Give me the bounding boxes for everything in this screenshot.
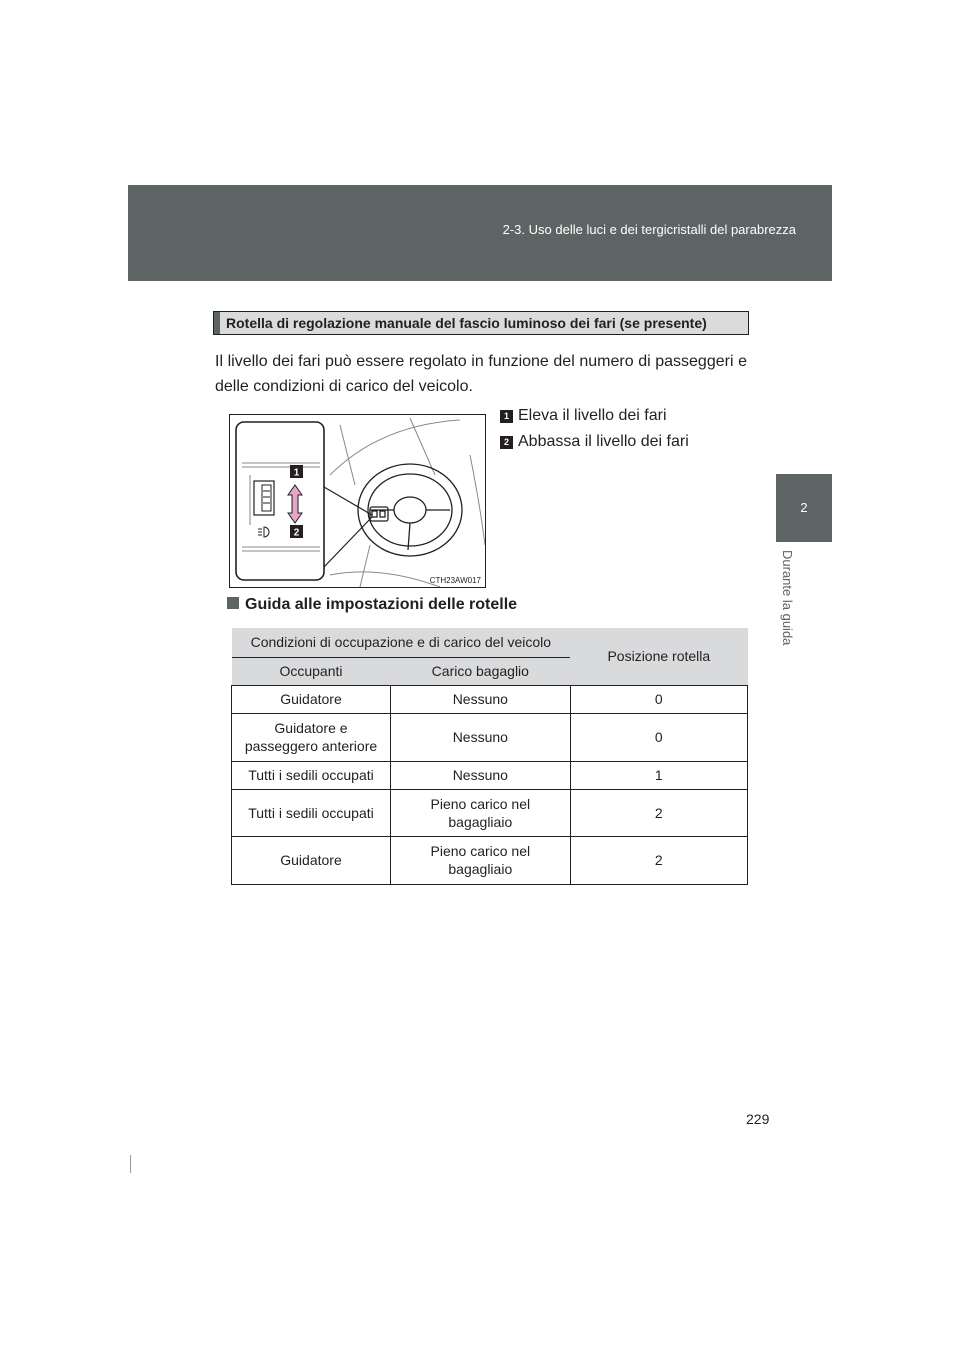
chapter-side-label bbox=[780, 550, 810, 670]
section-heading-text: Rotella di regolazione manuale del fascio luminoso dei fari (se presente) bbox=[226, 315, 707, 331]
occupants-cell: Tutti i sedili occupati bbox=[232, 789, 391, 836]
legend-item-raise bbox=[500, 407, 667, 425]
load-cell: Nessuno bbox=[390, 685, 570, 713]
position-header: Posizione rotella bbox=[570, 628, 747, 685]
square-bullet-icon bbox=[227, 597, 239, 609]
occupants-cell: Guidatore bbox=[232, 685, 391, 713]
page-number: 229 bbox=[746, 1111, 770, 1127]
chapter-title: Durante la guida bbox=[780, 550, 795, 646]
table-row bbox=[232, 789, 748, 836]
load-cell: Nessuno bbox=[390, 761, 570, 789]
section-title: 2-3. Uso delle luci e dei tergicristalli del parabrezza bbox=[502, 222, 796, 237]
wheel-settings-table bbox=[231, 628, 748, 885]
position-cell: 2 bbox=[570, 789, 747, 836]
chapter-number: 2 bbox=[800, 500, 808, 515]
load-text: Pieno carico nel bagagliaio bbox=[430, 795, 531, 830]
table-row bbox=[232, 836, 748, 884]
load-header: Carico bagaglio bbox=[390, 657, 570, 685]
legend-text: Eleva il livello dei fari bbox=[518, 407, 667, 424]
dashboard-drawing bbox=[230, 415, 485, 587]
chapter-tab bbox=[776, 474, 832, 542]
position-cell: 0 bbox=[570, 713, 747, 761]
page-header bbox=[128, 185, 832, 281]
callout-1: 1 bbox=[293, 467, 300, 479]
table-row bbox=[232, 685, 748, 713]
occupants-cell: Guidatore bbox=[232, 836, 391, 884]
load-cell: Nessuno bbox=[390, 713, 570, 761]
occupants-cell: Tutti i sedili occupati bbox=[232, 761, 391, 789]
position-cell: 2 bbox=[570, 836, 747, 884]
crop-mark bbox=[130, 1155, 131, 1173]
load-text: Pieno carico nel bagagliaio bbox=[430, 843, 531, 877]
table-row bbox=[232, 713, 748, 761]
load-cell bbox=[390, 789, 570, 836]
group-header: Condizioni di occupazione e di carico del veicolo bbox=[232, 628, 571, 657]
legend-item-lower bbox=[500, 433, 689, 451]
position-cell: 0 bbox=[570, 685, 747, 713]
subsection-title: Guida alle impostazioni delle rotelle bbox=[245, 596, 518, 613]
intro-paragraph: Il livello dei fari può essere regolato in funzione del numero di passeggeri e delle condizioni di carico del veicolo. bbox=[215, 353, 747, 395]
subsection-heading bbox=[227, 596, 517, 614]
occupants-header: Occupanti bbox=[232, 657, 391, 685]
heading-accent bbox=[214, 312, 220, 334]
headlight-leveling-illustration bbox=[229, 414, 486, 588]
legend-number-badge: 2 bbox=[500, 436, 513, 449]
load-cell bbox=[390, 836, 570, 884]
figure-code: CTH23AW017 bbox=[429, 576, 481, 585]
legend-text: Abbassa il livello dei fari bbox=[518, 433, 689, 450]
section-heading bbox=[213, 311, 749, 335]
occupants-text: Guidatore e passeggero anteriore bbox=[244, 720, 378, 754]
legend-number-badge: 1 bbox=[500, 410, 513, 423]
table-row bbox=[232, 761, 748, 789]
callout-2: 2 bbox=[293, 527, 300, 539]
position-cell: 1 bbox=[570, 761, 747, 789]
occupants-cell bbox=[232, 713, 391, 761]
